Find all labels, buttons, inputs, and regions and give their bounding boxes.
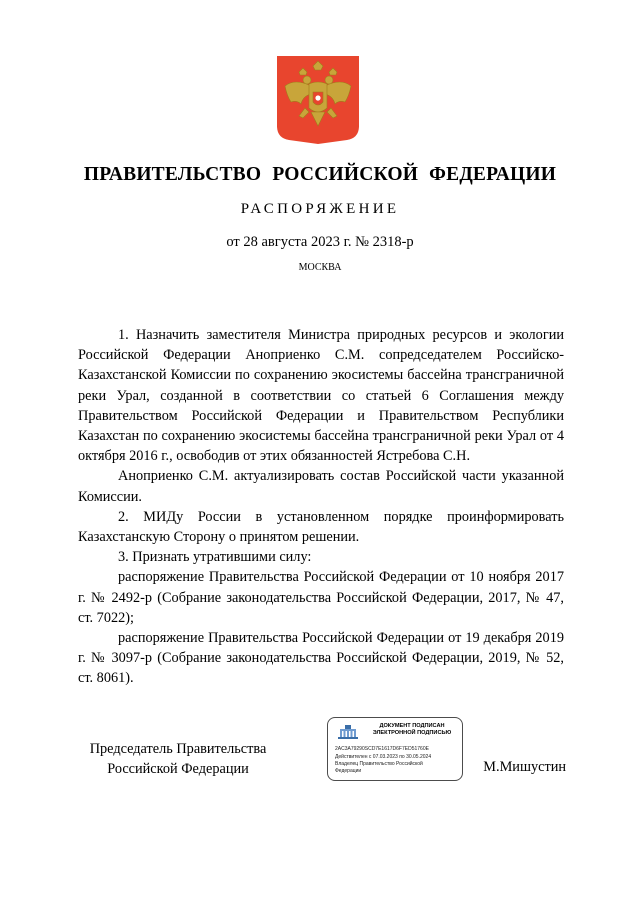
electronic-signature-stamp: [327, 717, 463, 781]
paragraph-3-item-2: распоряжение Правительства Российской Федерации от 19 декабря 2019 г. № 3097-р (Собрание законодательства Российской Федерации, 2019, № 52, ст. 8061).: [78, 630, 564, 687]
stamp-title-line-1: ДОКУМЕНТ ПОДПИСАН: [379, 723, 445, 729]
stamp-validity: Действителен с 07.03.2023 по 30.05.2024: [335, 754, 432, 760]
document-type: РАСПОРЯЖЕНИЕ: [240, 201, 400, 217]
signatory-position-line-2: Российской Федерации: [107, 761, 249, 777]
building-icon: [337, 724, 359, 740]
government-title: ПРАВИТЕЛЬСТВО РОССИЙСКОЙ ФЕДЕРАЦИИ: [83, 164, 557, 185]
stamp-title-line-2: ЭЛЕКТРОННОЙ ПОДПИСЬЮ: [372, 730, 452, 736]
paragraph-1-addendum: Аноприенко С.М. актуализировать состав Российской части указанной Комиссии.: [78, 468, 564, 505]
stamp-title: [364, 723, 460, 737]
paragraph-3: 3. Признать утратившими силу:: [118, 549, 312, 566]
signatory-name: М.Мишустин: [483, 759, 566, 775]
stamp-serial: 2AC3A79290SCD7E1617D6F7ED51760E: [335, 746, 429, 752]
stamp-owner-line-2: Федерации: [335, 768, 362, 774]
paragraph-1: 1. Назначить заместителя Министра природных ресурсов и экологии Российской Федерации Аноприенко С.М. сопредседателем Российско-Казахстанской Комиссии по сохранению экосистемы бассейна трансграничной реки Урал, созданной в соответствии со статьей 6 Соглашения между Правительством Российской Федерации и Правительством Республики Казахстан по сохранению экосистемы бассейна трансграничной реки Урал от 4 октября 2016 г., освободив от этих обязанностей Ястребова С.Н.: [78, 327, 564, 465]
document-date-number: от 28 августа 2023 г. № 2318-р: [226, 234, 414, 250]
city-name: МОСКВА: [298, 262, 342, 273]
coat-of-arms-emblem: [277, 56, 359, 144]
stamp-owner-line-1: Владелец Правительство Российской: [335, 761, 423, 767]
signatory-position: [78, 739, 278, 779]
signatory-position-line-1: Председатель Правительства: [89, 741, 267, 757]
paragraph-2: 2. МИДу России в установленном порядке проинформировать Казахстанскую Сторону о принятом решении.: [78, 508, 564, 546]
document-body: [78, 325, 564, 689]
paragraph-3-item-1: распоряжение Правительства Российской Федерации от 10 ноября 2017 г. № 2492-р (Собрание законодательства Российской Федерации, 2017, № 47, ст. 7022);: [78, 569, 564, 626]
